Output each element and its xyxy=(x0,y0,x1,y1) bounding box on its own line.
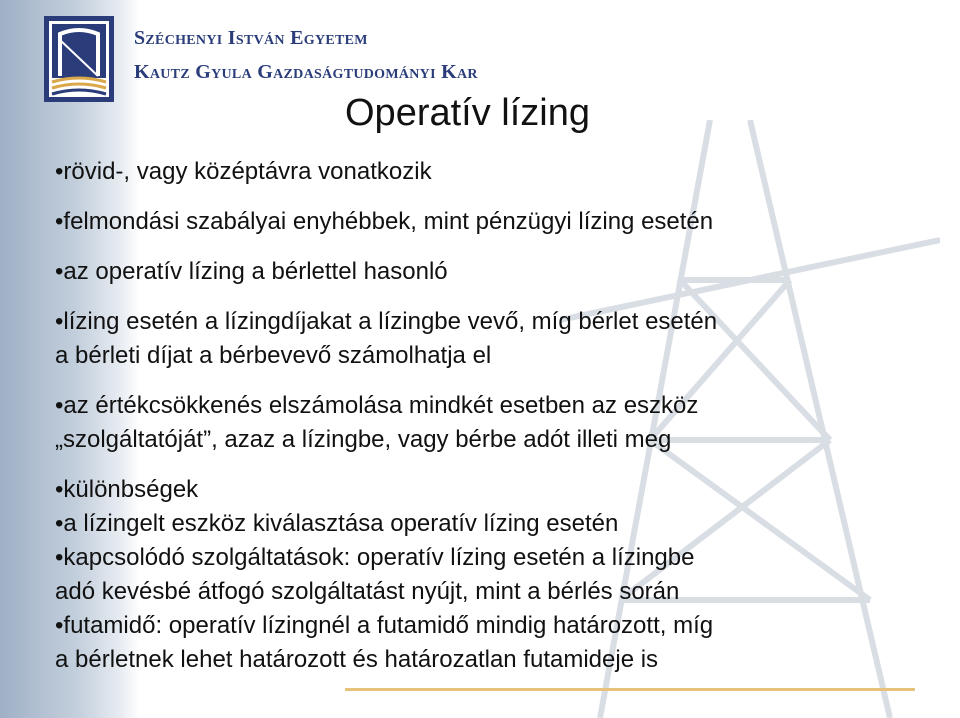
bridge-logo-icon xyxy=(44,16,114,102)
university-name: Széchenyi István Egyetem xyxy=(134,27,368,49)
slide-body xyxy=(55,155,935,677)
bullet-line: •különbségek xyxy=(55,476,199,503)
decorative-underline xyxy=(345,688,915,691)
bullet-line: •kapcsolódó szolgáltatások: operatív lízing esetén a lízingbe xyxy=(55,544,695,571)
bullet-line: •rövid-, vagy középtávra vonatkozik xyxy=(55,158,432,185)
bullet-line: •lízing esetén a lízingdíjakat a lízingbe vevő, míg bérlet esetén xyxy=(55,308,718,335)
bullet-line: •az operatív lízing a bérlettel hasonló xyxy=(55,258,448,285)
bullet-line: •felmondási szabályai enyhébbek, mint pénzügyi lízing esetén xyxy=(55,208,714,235)
faculty-name: Kautz Gyula Gazdaságtudományi Kar xyxy=(134,61,478,83)
bullet-line: •futamidő: operatív lízingnél a futamidő mindig határozott, míg xyxy=(55,612,714,639)
slide-title: Operatív lízing xyxy=(345,92,590,134)
bullet-line-continuation: a bérletnek lehet határozott és határozatlan futamideje is xyxy=(55,646,659,673)
bullet-line-continuation: „szolgáltatóját”, azaz a lízingbe, vagy bérbe adót illeti meg xyxy=(55,426,672,453)
bullet-line-continuation: adó kevésbé átfogó szolgáltatást nyújt, mint a bérlés során xyxy=(55,578,680,605)
bullet-line-continuation: a bérleti díjat a bérbevevő számolhatja el xyxy=(55,342,492,369)
university-header xyxy=(134,26,478,84)
bullet-line: •az értékcsökkenés elszámolása mindkét esetben az eszköz xyxy=(55,392,699,419)
bullet-line: •a lízingelt eszköz kiválasztása operatív lízing esetén xyxy=(55,510,619,537)
